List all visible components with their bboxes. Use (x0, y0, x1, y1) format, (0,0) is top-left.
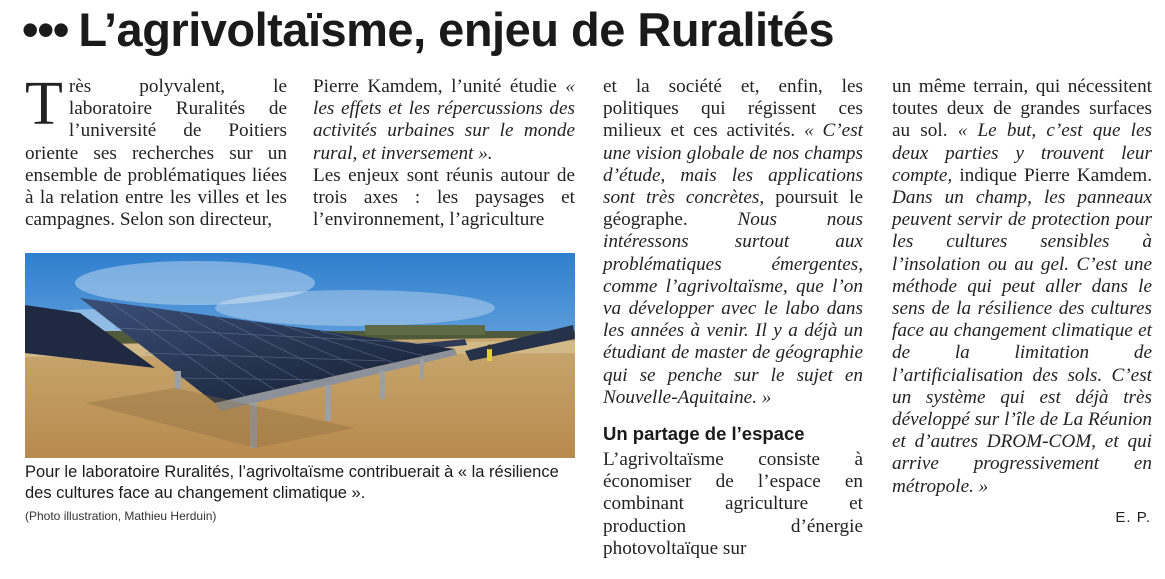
headline-title: L’agrivoltaïsme, enjeu de Ruralités (78, 3, 835, 56)
article-column-2 (313, 76, 575, 231)
col1-text: rès polyvalent, le laboratoire Ruralités de l’université de Poitiers oriente ses recherches sur un ensemble de problématiques liées à la relation entre les villes et les campagnes. Selon son directeur, (25, 76, 287, 231)
dropcap: T (25, 70, 63, 138)
col4-p1-text: un même terrain, qui nécessitent toutes deux de grandes surfaces au sol. (892, 76, 1152, 142)
col4-p1-text2: indique Pierre Kamdem. (952, 164, 1152, 186)
col3-p1-text: et la société et, enfin, les politiques qui régissent ces milieux et ces activités. (603, 76, 863, 142)
photo-credit: (Photo illustration, Mathieu Herduin) (25, 509, 217, 523)
col4-p1-quote1: « Le but, c’est que les deux parties y trouvent leur compte, (892, 120, 1152, 186)
col2-p1-text: Pierre Kamdem, l’unité étudie (313, 76, 566, 97)
solar-panel-photo (25, 253, 575, 458)
col3-p2: L’agrivoltaïsme consiste à économiser de l’espace en combinant agriculture et production d’énergie photovoltaïque sur (603, 449, 863, 559)
col3-p1-quote2: Nous nous intéressons surtout aux problématiques émergentes, comme l’agrivoltaïsme, que l’on va développer avec le labo dans les années à venir. Il y a déjà un étudiant de master de géographie qui se penche sur le sujet en Nouvelle-Aquitaine. » (603, 209, 863, 408)
headline-dots: ••• (22, 3, 69, 56)
article-column-4 (892, 76, 1152, 498)
col2-p2: Les enjeux sont réunis autour de trois axes : les paysages et l’environnement, l’agriculture (313, 164, 575, 231)
subheading: Un partage de l’espace (603, 423, 805, 445)
col2-p1-quote: « les effets et les répercussions des activités urbaines sur le monde rural, et inversement ». (313, 76, 575, 164)
col4-p1-quote2: Dans un champ, les panneaux peuvent servir de protection pour les cultures sensibles à l’insolation ou au gel. C’est une méthode qui peut aller dans le sens de la résilience des cultures face au changement climatique et de la limitation de l’artificialisation des sols. C’est un système qui est déjà très développé sur l’île de La Réunion et d’autres DROM-COM, et qui arrive progressivement en métropole. » (892, 187, 1152, 497)
col3-p1-quote1: « C’est une vision globale de nos champs d’étude, mais les applications sont très concrètes, (603, 120, 863, 209)
photo-caption: Pour le laboratoire Ruralités, l’agrivoltaïsme contribuerait à « la résilience des cultures face au changement climatique ». (25, 463, 559, 502)
col3-p1-text2: poursuit le géographe. (603, 187, 863, 231)
article-column-3 (603, 76, 863, 560)
article-column-1 (25, 70, 287, 231)
headline (22, 2, 1152, 64)
author-signature: E. P. (1115, 509, 1151, 526)
